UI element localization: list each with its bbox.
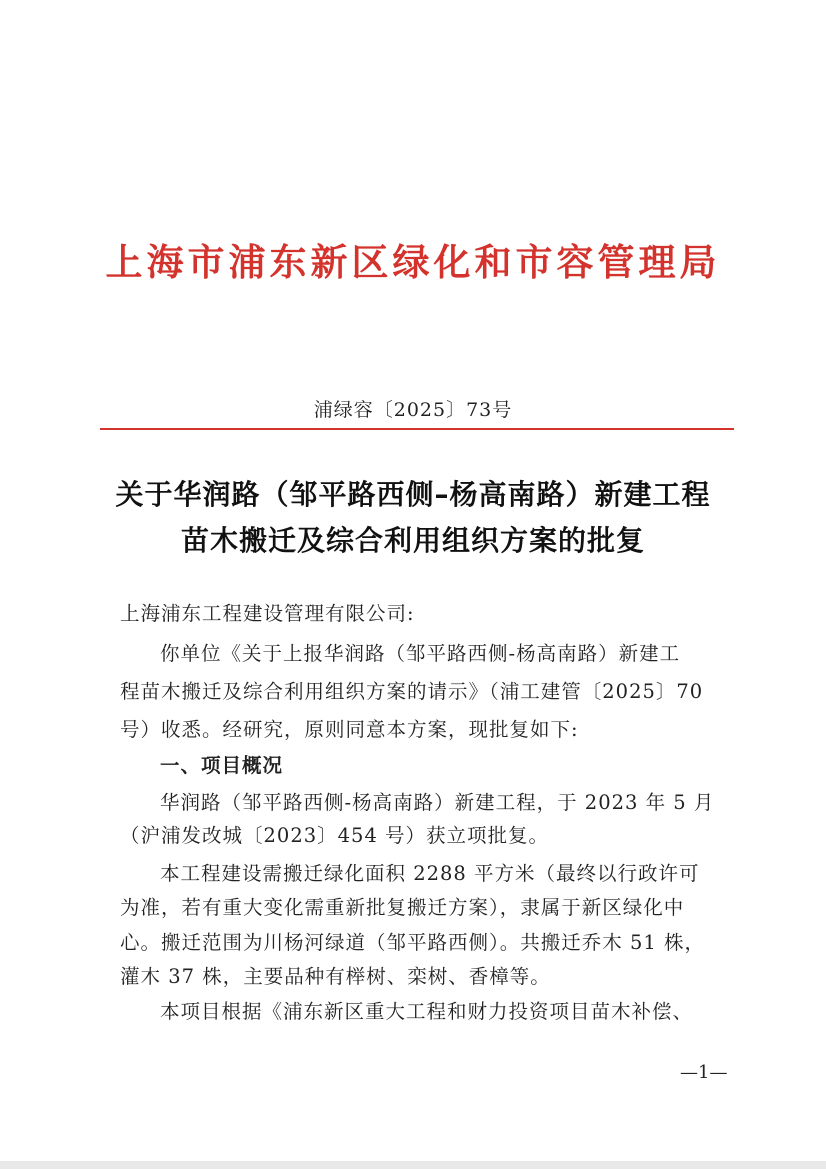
- paragraph-2-line-1: 华润路（邹平路西侧-杨高南路）新建工程，于 2023 年 5 月: [160, 791, 715, 814]
- scan-bottom-edge: [0, 1161, 826, 1169]
- paragraph-4-line-1: 本项目根据《浦东新区重大工程和财力投资项目苗木补偿、: [160, 1000, 694, 1023]
- paragraph-1-line-2: 程苗木搬迁及综合利用组织方案的请示》（浦工建管〔2025〕70: [120, 680, 704, 703]
- document-number: 浦绿容〔2025〕73号: [313, 399, 513, 421]
- document-title-line-1: 关于华润路（邹平路西侧–杨高南路）新建工程: [115, 478, 711, 511]
- document-title-line-2: 苗木搬迁及综合利用组织方案的批复: [180, 524, 645, 557]
- paragraph-2-line-2: （沪浦发改城〔2023〕454 号）获立项批复。: [120, 824, 550, 847]
- paragraph-3-line-3: 心。搬迁范围为川杨河绿道（邹平路西侧）。共搬迁乔木 51 株，: [120, 931, 705, 954]
- paragraph-1-line-3: 号）收悉。经研究，原则同意本方案，现批复如下:: [120, 718, 579, 741]
- page-number: —1—: [680, 1062, 728, 1083]
- section-1-heading: 一、项目概况: [160, 754, 284, 777]
- paragraph-3-line-1: 本工程建设需搬迁绿化面积 2288 平方米（最终以行政许可: [160, 862, 700, 885]
- red-divider: [100, 428, 734, 430]
- paragraph-3-line-2: 为准，若有重大变化需重新批复搬迁方案），隶属于新区绿化中: [120, 896, 685, 919]
- paragraph-1-line-1: 你单位《关于上报华润路（邹平路西侧-杨高南路）新建工: [160, 642, 681, 665]
- addressee: 上海浦东工程建设管理有限公司:: [120, 602, 415, 625]
- paragraph-3-line-4: 灌木 37 株，主要品种有榉树、栾树、香樟等。: [120, 965, 551, 988]
- header-organization: 上海市浦东新区绿化和市容管理局: [105, 241, 721, 284]
